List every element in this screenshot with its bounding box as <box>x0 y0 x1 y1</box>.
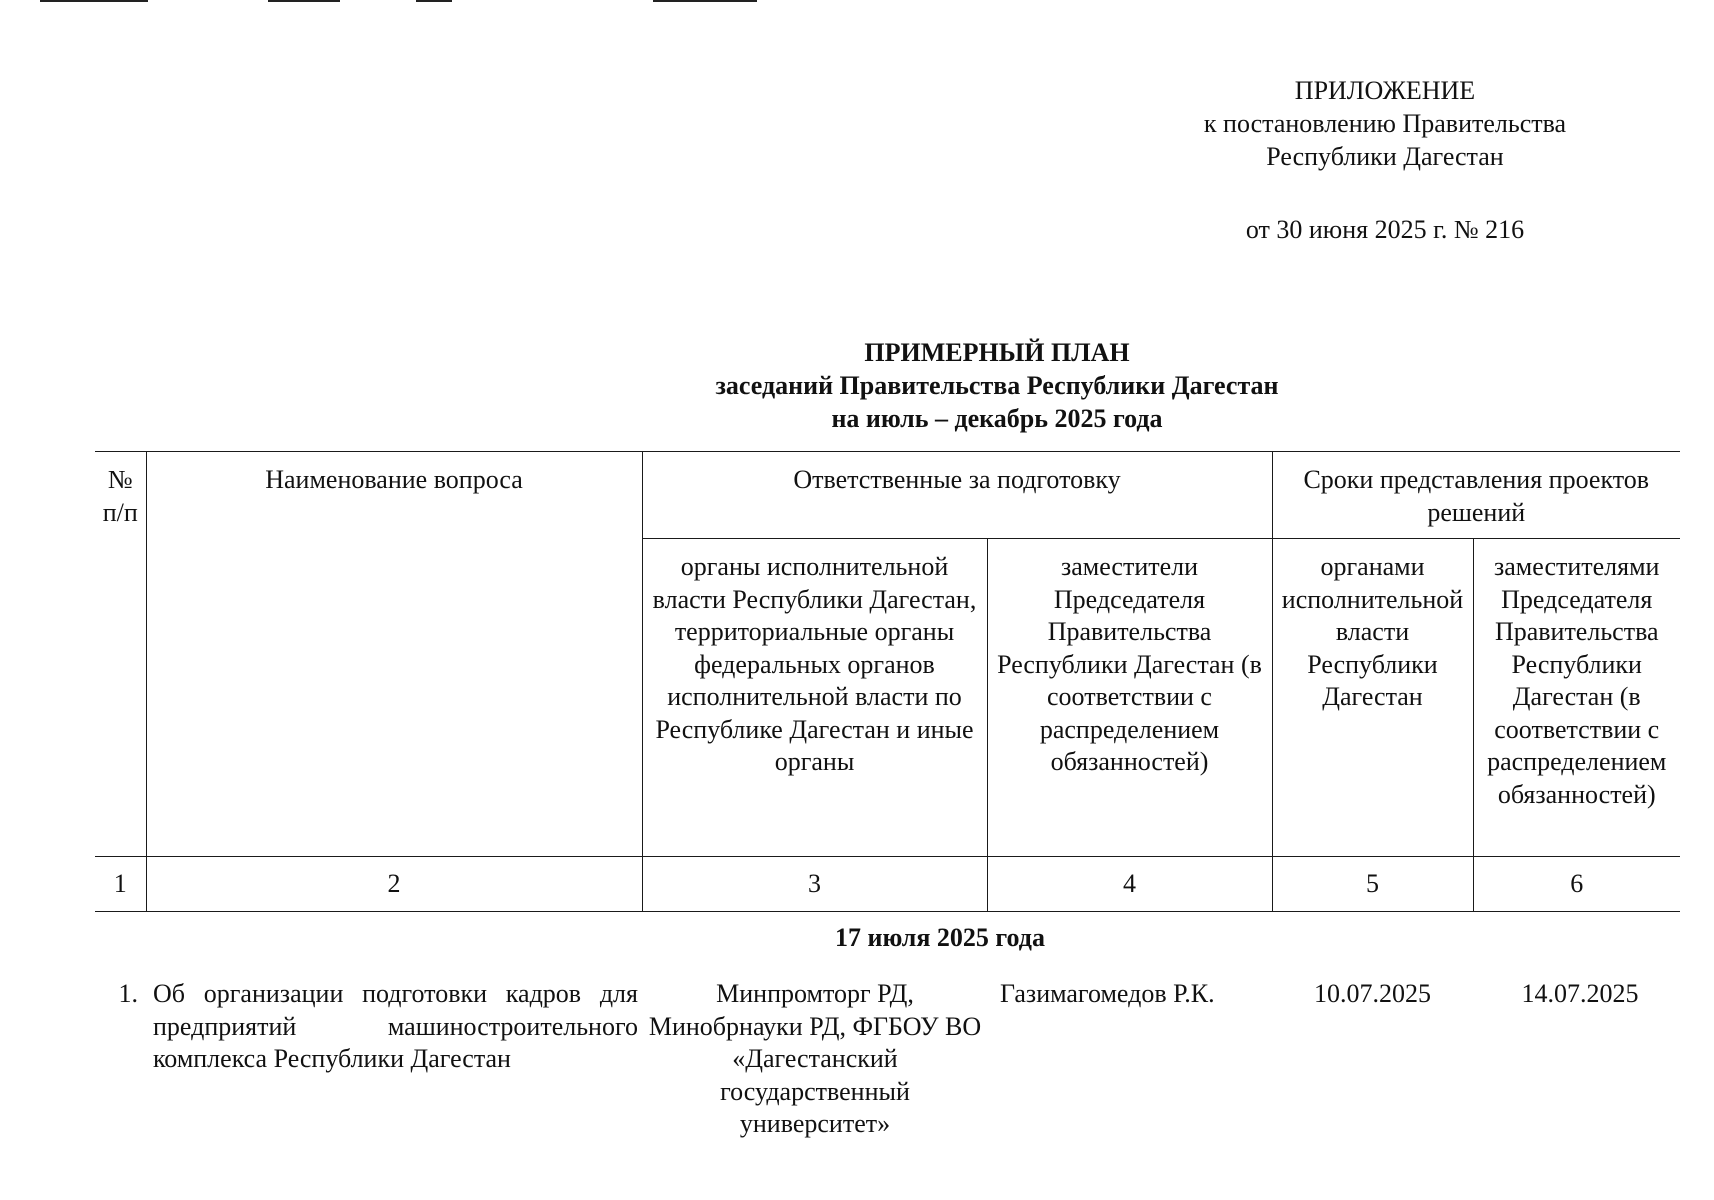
header-deadline-deputies: заместителями Председателя Правительства Республики Дагестан (в соответствии с распределением обязанностей) <box>1473 539 1680 857</box>
column-number: 2 <box>146 857 642 912</box>
item-deadline-deputies: 14.07.2025 <box>1521 979 1639 1008</box>
header-responsible: Ответственные за подготовку <box>642 452 1272 539</box>
scan-artifact <box>40 0 148 2</box>
header-num: № п/п <box>95 452 146 857</box>
item-responsible-bodies: Минпромторг РД, Минобрнауки РД, ФГБОУ ВО «Дагестанский государственный университет» <box>648 979 982 1138</box>
appendix-heading: ПРИЛОЖЕНИЕ <box>1294 76 1476 105</box>
header-responsible-bodies: органы исполнительной власти Республики Дагестан, территориальные органы федеральных органов исполнительной власти по Республике Дагестан и иные органы <box>642 539 987 857</box>
document-title <box>0 336 1714 435</box>
title-line-2: заседаний Правительства Республики Дагестан <box>715 371 1279 400</box>
column-number: 1 <box>95 857 146 912</box>
header-responsible-deputies: заместители Председателя Правительства Республики Дагестан (в соответствии с распределением обязанностей) <box>987 539 1272 857</box>
decree-date-number: от 30 июня 2025 г. № 216 <box>1245 215 1525 244</box>
scan-artifact <box>653 0 757 2</box>
scan-artifact <box>416 0 452 2</box>
item-responsible-deputy: Газимагомедов Р.К. <box>1000 979 1215 1008</box>
item-question: Об организации подготовки кадров для предприятий машиностроительного комплекса Республики Дагестан <box>153 979 638 1073</box>
item-number: 1. <box>118 979 138 1008</box>
title-line-3: на июль – декабрь 2025 года <box>831 404 1163 433</box>
column-number: 6 <box>1473 857 1680 912</box>
section-date: 17 июля 2025 года <box>835 923 1045 952</box>
column-number: 4 <box>987 857 1272 912</box>
title-line-1: ПРИМЕРНЫЙ ПЛАН <box>864 338 1130 367</box>
header-deadline-bodies: органами исполнительной власти Республики Дагестан <box>1272 539 1473 857</box>
scan-artifact <box>268 0 340 2</box>
header-question: Наименование вопроса <box>146 452 642 857</box>
header-deadlines: Сроки представления проектов решений <box>1272 452 1680 539</box>
plan-table <box>95 451 1680 912</box>
column-number: 5 <box>1272 857 1473 912</box>
appendix-republic: Республики Дагестан <box>1266 142 1504 171</box>
appendix-reference: к постановлению Правительства <box>1203 109 1567 138</box>
item-deadline-bodies: 10.07.2025 <box>1314 979 1431 1008</box>
column-number: 3 <box>642 857 987 912</box>
